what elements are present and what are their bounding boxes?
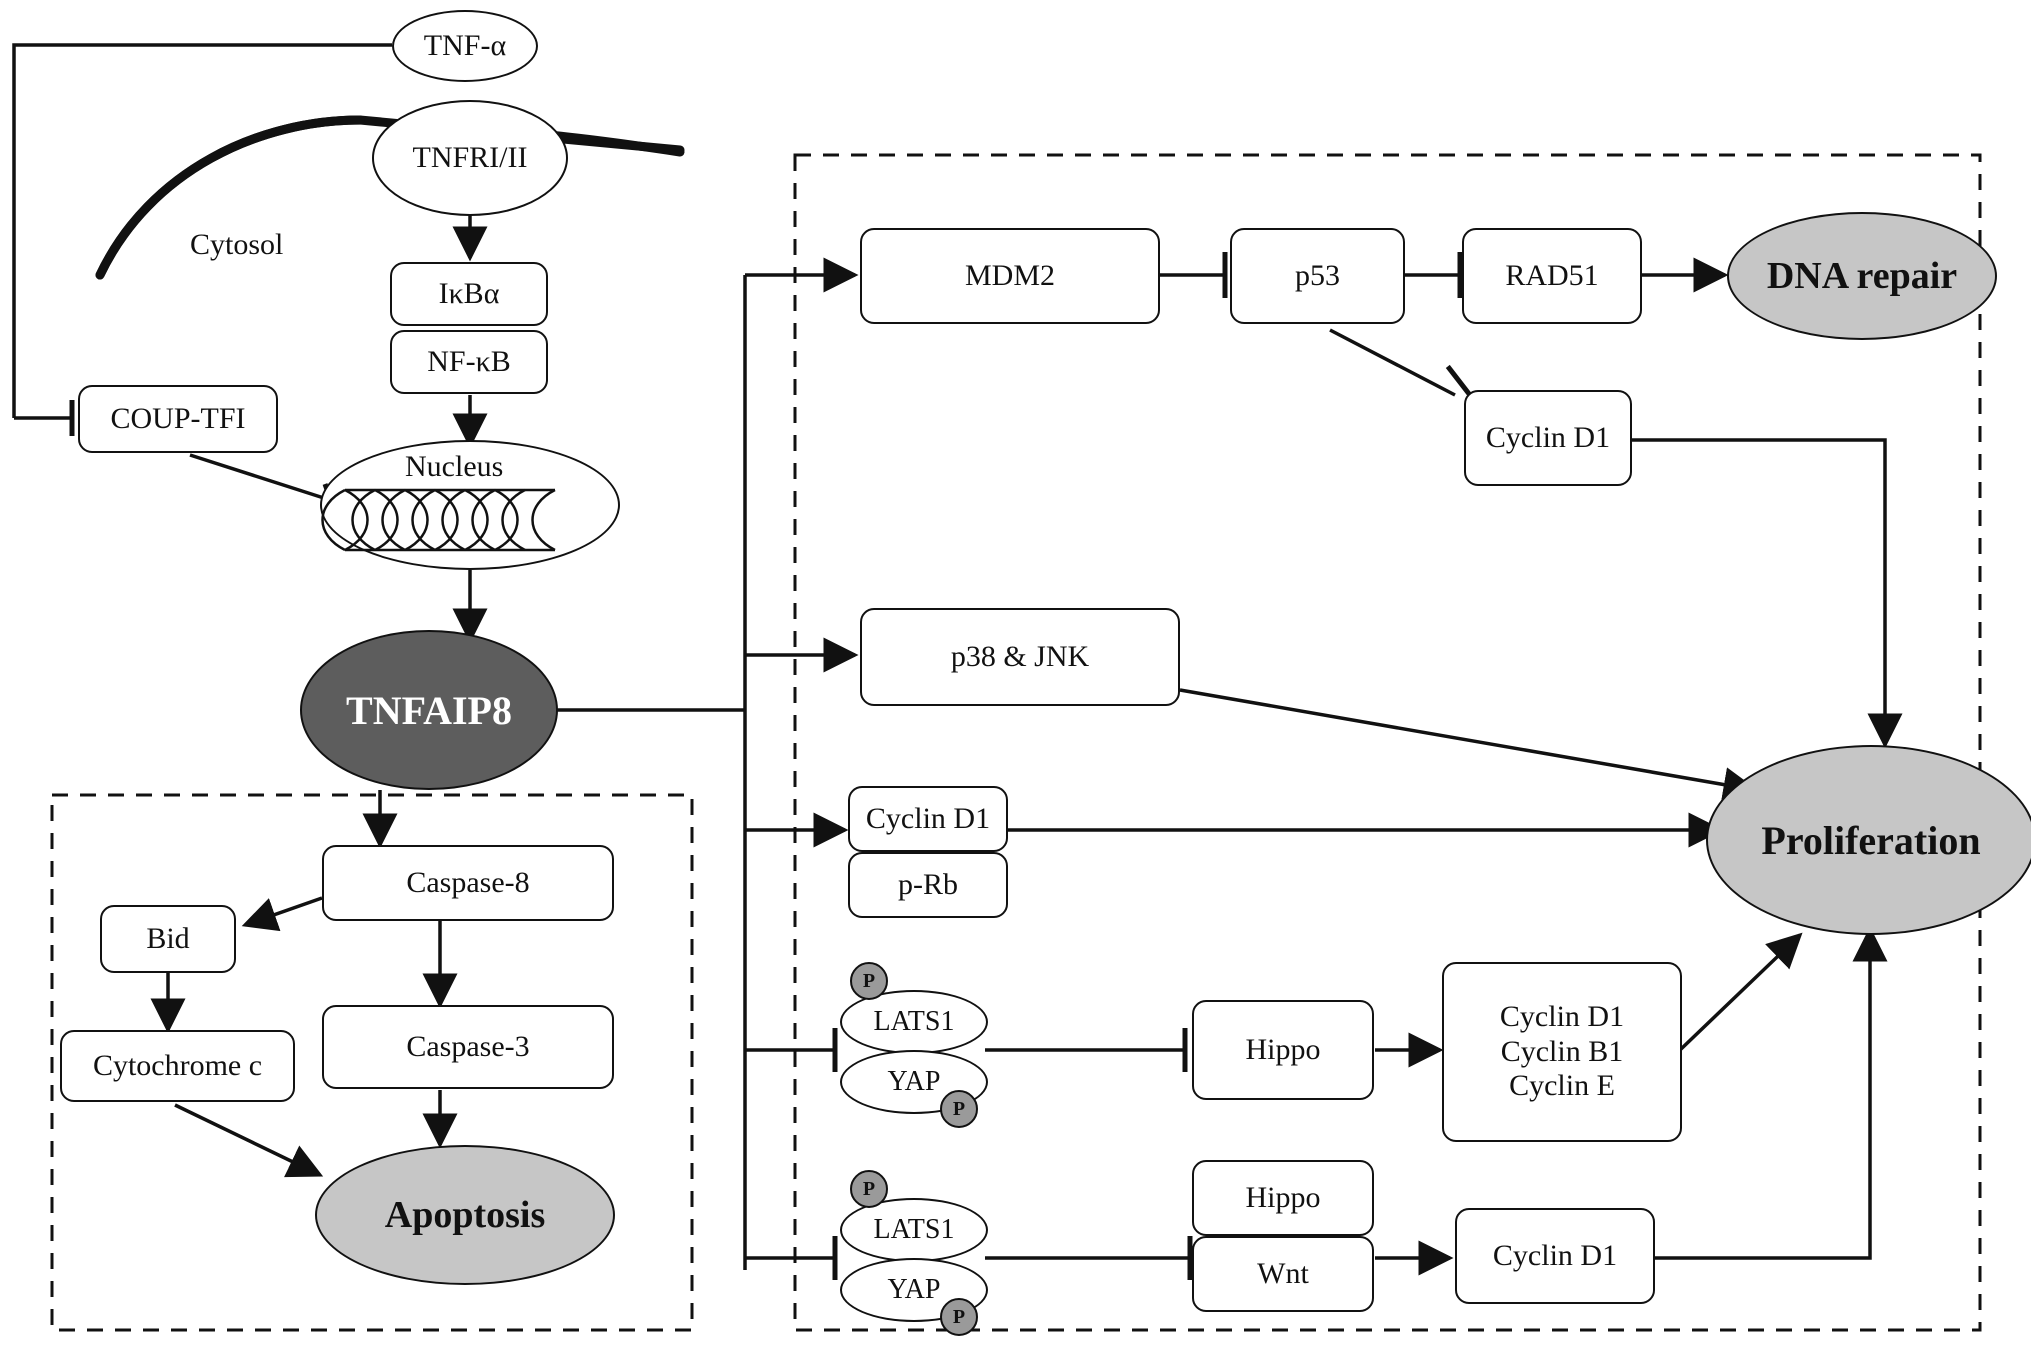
node-p38-jnk[interactable] <box>860 608 1180 706</box>
phospho-badge-label: P <box>952 1305 966 1328</box>
phospho-badge-lats1-a <box>850 962 888 1000</box>
node-proliferation[interactable] <box>1706 745 2031 935</box>
label-nucleus: Nucleus <box>405 450 504 483</box>
node-tnfr-label: TNFRI/II <box>412 141 528 174</box>
node-apoptosis-label: Apoptosis <box>384 1194 546 1236</box>
phospho-badge-yap-b <box>940 1298 978 1336</box>
node-lats1-b[interactable] <box>840 1198 988 1262</box>
node-p53-label: p53 <box>1295 258 1340 292</box>
phospho-badge-label: P <box>952 1097 966 1120</box>
node-dna-repair[interactable] <box>1727 212 1997 340</box>
node-cyclin-d1-bottom[interactable] <box>1455 1208 1655 1304</box>
node-ikba-label: IκBα <box>438 276 500 310</box>
node-caspase-8-label: Caspase-8 <box>406 865 530 899</box>
node-mdm2[interactable] <box>860 228 1160 324</box>
node-hippo-b[interactable] <box>1192 1160 1374 1236</box>
node-nfkb-label: NF-κB <box>427 344 511 378</box>
node-cytochrome-c[interactable] <box>60 1030 295 1102</box>
node-cyclin-d1-mid-label: Cyclin D1 <box>865 801 991 835</box>
node-lats1-a-label: LATS1 <box>873 1006 955 1037</box>
node-cyclin-d1-top[interactable] <box>1464 390 1632 486</box>
node-caspase-3[interactable] <box>322 1005 614 1089</box>
node-p-rb[interactable] <box>848 852 1008 918</box>
node-lats1-b-label: LATS1 <box>873 1214 955 1245</box>
node-rad51-label: RAD51 <box>1505 258 1599 292</box>
phospho-badge-label: P <box>862 969 876 992</box>
node-proliferation-label: Proliferation <box>1761 817 1981 863</box>
node-p53[interactable] <box>1230 228 1405 324</box>
node-lats1-a[interactable] <box>840 990 988 1054</box>
node-tnf-alpha[interactable] <box>392 10 538 82</box>
node-cyclin-d1-bottom-label: Cyclin D1 <box>1492 1238 1618 1272</box>
node-tnfaip8-label: TNFAIP8 <box>346 687 512 733</box>
node-cyclin-d1-top-label: Cyclin D1 <box>1485 420 1611 454</box>
node-wnt-b-label: Wnt <box>1257 1256 1309 1290</box>
node-tnfr[interactable] <box>372 100 568 216</box>
node-caspase-3-label: Caspase-3 <box>406 1029 530 1063</box>
node-coup-tfi-label: COUP-TFI <box>110 401 246 435</box>
cyclins-line-1: Cyclin D1 <box>1499 1000 1625 1034</box>
node-mdm2-label: MDM2 <box>964 258 1055 292</box>
node-wnt-b[interactable] <box>1192 1236 1374 1312</box>
node-nfkb[interactable] <box>390 330 548 394</box>
node-tnf-alpha-label: TNF-α <box>423 29 507 62</box>
node-cytochrome-c-label: Cytochrome c <box>92 1048 263 1082</box>
node-tnfaip8[interactable] <box>300 630 558 790</box>
node-hippo-a[interactable] <box>1192 1000 1374 1100</box>
node-bid[interactable] <box>100 905 236 973</box>
phospho-badge-yap-a <box>940 1090 978 1128</box>
node-yap-a-label: YAP <box>887 1066 941 1097</box>
node-hippo-a-label: Hippo <box>1245 1032 1321 1066</box>
cyclins-line-2: Cyclin B1 <box>1500 1034 1624 1068</box>
node-dna-repair-label: DNA repair <box>1766 255 1958 297</box>
node-hippo-b-label: Hippo <box>1245 1180 1321 1214</box>
node-coup-tfi[interactable] <box>78 385 278 453</box>
label-cytosol: Cytosol <box>190 228 284 261</box>
node-caspase-8[interactable] <box>322 845 614 921</box>
cyclins-line-3: Cyclin E <box>1509 1069 1615 1103</box>
node-bid-label: Bid <box>146 921 190 955</box>
node-yap-b-label: YAP <box>887 1274 941 1305</box>
phospho-badge-label: P <box>862 1177 876 1200</box>
node-cyclin-d1-mid[interactable] <box>848 786 1008 852</box>
node-p-rb-label: p-Rb <box>898 867 958 901</box>
node-ikba[interactable] <box>390 262 548 326</box>
node-p38-jnk-label: p38 & JNK <box>950 639 1090 673</box>
phospho-badge-lats1-b <box>850 1170 888 1208</box>
node-rad51[interactable] <box>1462 228 1642 324</box>
node-apoptosis[interactable] <box>315 1145 615 1285</box>
node-cyclins-box[interactable] <box>1442 962 1682 1142</box>
